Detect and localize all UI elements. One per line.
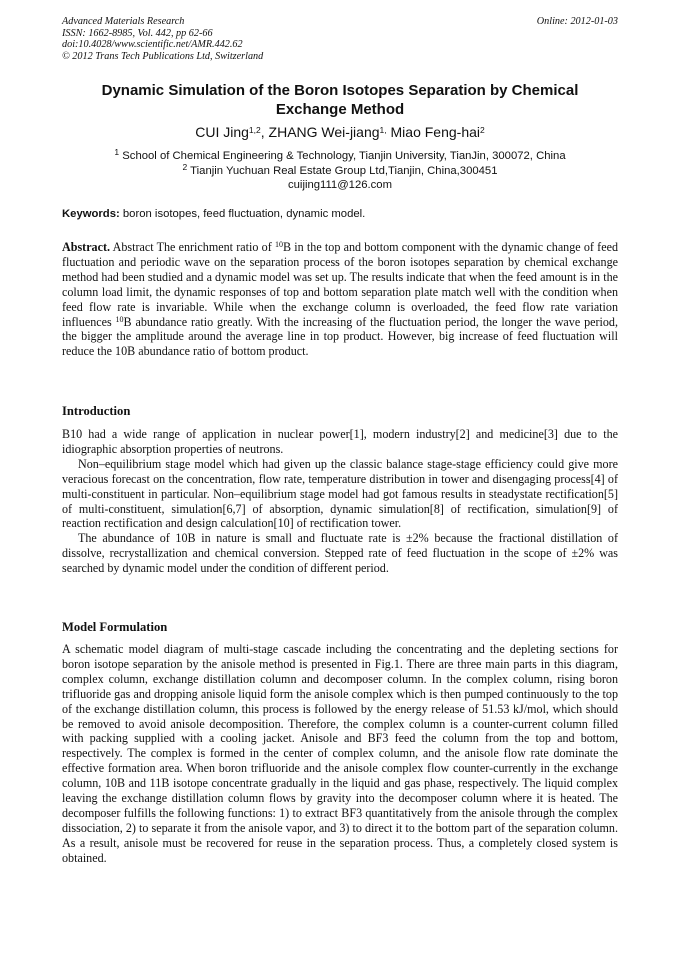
affiliation-1-mark: 1	[114, 147, 120, 158]
author-3-affiliation: 2	[480, 125, 485, 136]
abstract	[62, 240, 618, 359]
author-2-affiliation: 1,	[379, 125, 387, 136]
affiliation-2-text: Tianjin Yuchuan Real Estate Group Ltd,Tianjin, China,300451	[187, 164, 498, 177]
abstract-superscript-1: 10	[274, 240, 283, 250]
online-date: Online: 2012-01-03	[536, 16, 618, 27]
abstract-text-3: B abundance ratio greatly. With the increasing of the fluctuation period, the longer the wave period, the bigger the amplitude around the average line in top product. However, big increase of feed fluctuation will reduce the 10B abundance ratio of bottom product.	[62, 314, 618, 359]
model-formulation-section	[62, 642, 618, 866]
abstract-superscript-2: 10	[115, 314, 124, 324]
introduction-paragraph-1: B10 had a wide range of application in nuclear power[1], modern industry[2] and medicine[3] due to the idiographic absorption properties of neutrons.	[62, 427, 618, 456]
journal-name: Advanced Materials Research	[62, 16, 185, 27]
introduction-paragraph-3: The abundance of 10B in nature is small and fluctuate rate is ±2% because the fractional distillation of dissolve, recrystallization and chemical conversion. Stepped rate of feed fluctuation in the scope of ±2% was searched by dynamic model under the condition of different period.	[62, 531, 618, 576]
introduction-paragraph-2: Non–equilibrium stage model which had given up the classic balance stage-stage efficiency could give more veracious forecast on the concentration, flow rate, temperature distribution in tower and disengaging process[4] of multi-constituent in particular. Non–equilibrium stage model had got famous results in steadystate rectification[5] of multi-constituent, simulation[6,7] of absorption, dynamic simulation[8] of rectification, simulation[9] of reaction rectification and design calculation[10] of rectification tower.	[62, 456, 618, 531]
author-1: CUI Jing	[195, 124, 249, 140]
affiliation-2-mark: 2	[182, 161, 188, 172]
keywords-label: Keywords:	[62, 208, 120, 220]
model-paragraph-1: A schematic model diagram of multi-stage cascade including the concentrating and the depleting sections for boron isotope separation by the anisole method is presented in Fig.1. There are three main parts in this diagram, complex column, exchange distillation column and decomposer column. In the complex column, rising boron trifluoride gas and dropping anisole liquid form the anisole complex which is then pumped continuously to the top of the exchange distillation column, this process is followed by the energy release of 51.53 kJ/mol, which should be removed to avoid anisole decomposition. Therefore, the complex column is a counter-current column filled with packing supplied with a cooling jacket. Anisole and BF3 feed the column from the top and bottom, respectively. The complex is formed in the center of complex column, and the anisole flow rate dominate the effective formation area. When boron trifluoride and the anisole complex flow counter-currently in the exchange column, 10B and 11B isotope concentrate gradually in the liquid and gas phase, respectively. The liquid complex leaving the exchange distillation column flows by gravity into the decomposer column where it is heated. The decomposer fulfills the following functions: 1) to extract BF3 quantitatively from the anisole through the complex dissociation, 2) to separate it from the anisole vapor, and 3) to direct it to the bottom part of the separation column. As a result, anisole must be recovered for reuse in the separation process. Thus, a completely closed system is obtained.	[62, 642, 618, 865]
copyright-line: © 2012 Trans Tech Publications Ltd, Switzerland	[62, 50, 264, 62]
title-line-2: Exchange Method	[275, 100, 405, 118]
paper-title	[62, 82, 618, 119]
affiliations	[62, 149, 618, 193]
author-3: Miao Feng-hai	[390, 124, 481, 140]
keywords-text: boron isotopes, feed fluctuation, dynamic model.	[119, 208, 366, 220]
introduction-section	[62, 427, 618, 576]
affiliation-1-text: School of Chemical Engineering & Technology, Tianjin University, TianJin, 300072, China	[119, 150, 566, 162]
abstract-paragraph	[62, 240, 618, 359]
title-line-1: Dynamic Simulation of the Boron Isotopes Separation by Chemical	[101, 82, 579, 99]
issn-line: ISSN: 1662-8985, Vol. 442, pp 62-66	[62, 27, 213, 39]
journal-header	[62, 16, 618, 62]
author-2: ZHANG Wei-jiang	[268, 124, 380, 140]
introduction-heading: Introduction	[62, 404, 131, 418]
abstract-text-2: B in the top and bottom component with the dynamic change of feed fluctuation and periodic wave on the separation process of the boron isotopes separation by chemical exchange method had been studied and a dynamic model was set up. The results indicate that when the feed amount is in the column load limit, the dynamic responses of top and bottom separation plate match well with the condition when feed flow rate is invariable. While when the exchange column is overloaded, the feed flow rate variation influences	[62, 240, 618, 329]
author-list	[62, 123, 618, 141]
model-formulation-heading: Model Formulation	[62, 620, 168, 634]
abstract-text-1: Abstract The enrichment ratio of	[110, 240, 275, 254]
abstract-label: Abstract.	[62, 240, 111, 254]
affiliation-2	[62, 161, 618, 179]
affiliation-1	[62, 149, 618, 164]
keywords	[62, 207, 618, 221]
author-separator: ,	[260, 124, 269, 140]
author-email: cuijing111@126.com	[288, 179, 392, 191]
author-1-affiliation: 1,2	[248, 125, 261, 136]
doi-line: doi:10.4028/www.scientific.net/AMR.442.62	[62, 39, 243, 51]
